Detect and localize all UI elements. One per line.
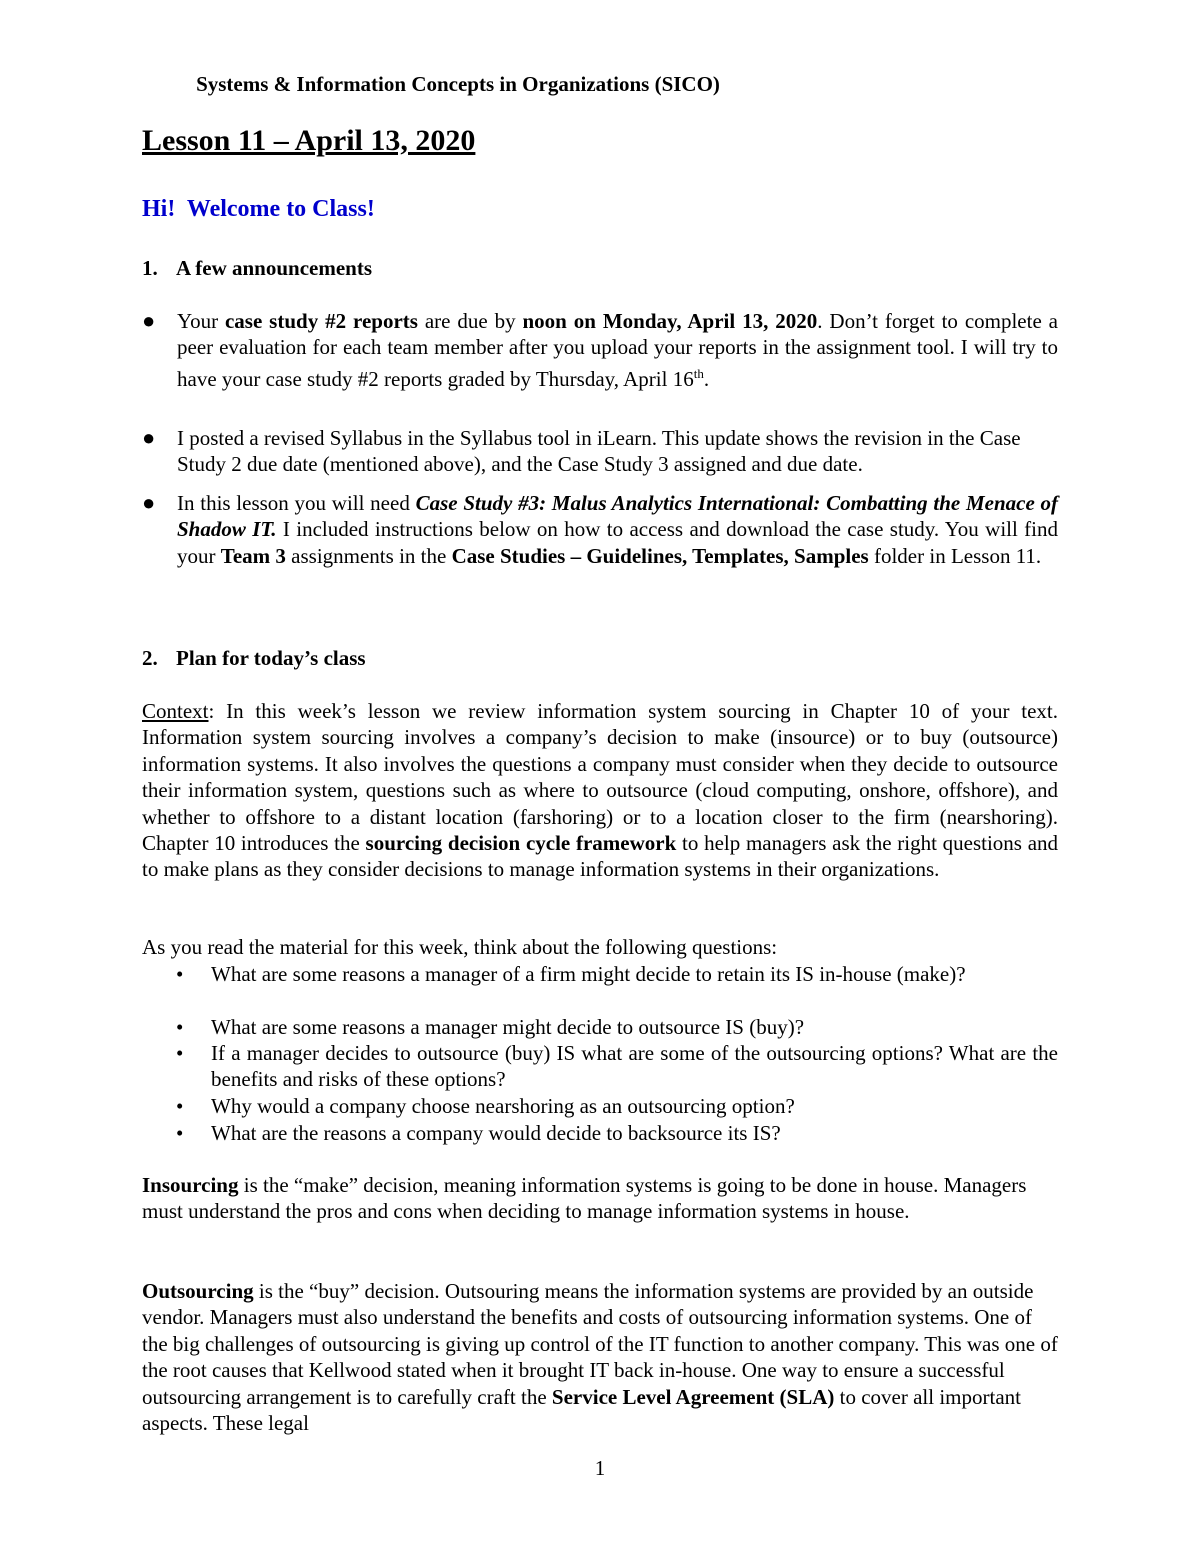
bullet-icon: • xyxy=(176,962,184,986)
outsourcing-paragraph: Outsourcing is the “buy” decision. Outsouring means the information systems are provided by an outside vendor. Managers must also understand the benefits and costs of outsourcing information systems. One of the big challenges of outsourcing is giving up control of the IT function to another company. This was one of the root causes that Kellwood stated when it brought IT back in-house. One way to ensure a successful outsourcing arrangement is to carefully craft the Service Level Agreement (SLA) to cover all important aspects. These legal xyxy=(142,1279,1058,1436)
insourcing-paragraph: Insourcing is the “make” decision, meaning information systems is going to be done in house. Managers must understand the pros and cons when deciding to manage information systems in house. xyxy=(142,1173,1027,1224)
bullet-icon: • xyxy=(176,1015,184,1039)
section-number: 2. xyxy=(142,646,158,670)
announcement-bullet-3 xyxy=(142,490,1058,569)
bullet-text: Your case study #2 reports are due by noon on Monday, April 13, 2020. Don’t forget to complete a peer evaluation for each team member after you upload your reports in the assignment tool. I will try to have your case study #2 reports graded by Thursday, April 16th. xyxy=(177,309,1059,391)
bullet-icon: • xyxy=(176,1041,184,1065)
section-heading-plan xyxy=(142,646,366,671)
section-number: 1. xyxy=(142,256,158,280)
page-number: 1 xyxy=(594,1456,606,1480)
bullet-icon: • xyxy=(176,1121,184,1145)
bullet-text: In this lesson you will need Case Study #3: Malus Analytics International: Combatting the Menace of Shadow IT. I included instructions below on how to access and download the case study. You will find your Team 3 assignments in the Case Studies – Guidelines, Templates, Samples folder in Lesson 11. xyxy=(177,491,1059,568)
section-title: A few announcements xyxy=(176,256,373,280)
questions-intro: As you read the material for this week, think about the following questions: xyxy=(142,935,778,959)
question-item: • Why would a company choose nearshoring as an outsourcing option? xyxy=(176,1094,795,1118)
section-heading-announcements xyxy=(142,256,372,281)
question-item: • What are some reasons a manager might decide to outsource IS (buy)? xyxy=(176,1015,805,1039)
announcement-bullet-2 xyxy=(142,425,1058,478)
question-item: • What are some reasons a manager of a firm might decide to retain its IS in-house (make)? xyxy=(176,962,966,986)
bullet-icon: ● xyxy=(142,490,156,515)
context-paragraph: Context: In this week’s lesson we review information system sourcing in Chapter 10 of your text. Information system sourcing involves a company’s decision to make (insource) or to buy (outsource) information systems. It also involves the questions a company must consider when they decide to outsource their information system, questions such as where to outsource (cloud computing, onshore, offshore), and whether to offshore to a distant location (farshoring) or to a location closer to the firm (nearshoring). Chapter 10 introduces the sourcing decision cycle framework to help managers ask the right questions and to make plans as they consider decisions to manage information systems in their organizations. xyxy=(142,699,1059,882)
welcome-heading: Hi! Welcome to Class! xyxy=(142,196,375,222)
section-title: Plan for today’s class xyxy=(176,646,366,670)
question-item: • What are the reasons a company would decide to backsource its IS? xyxy=(176,1121,781,1145)
bullet-icon: • xyxy=(176,1094,184,1118)
bullet-text: I posted a revised Syllabus in the Syllabus tool in iLearn. This update shows the revision in the Case Study 2 due date (mentioned above), and the Case Study 3 assigned and due date. xyxy=(177,426,1021,477)
document-header: Systems & Information Concepts in Organizations (SICO) xyxy=(196,72,720,96)
announcement-bullet-1 xyxy=(142,308,1058,392)
question-item: • If a manager decides to outsource (buy) IS what are some of the outsourcing options? What are the benefits and risks of these options? xyxy=(176,1041,1058,1092)
bullet-icon: ● xyxy=(142,425,156,450)
lesson-title: Lesson 11 – April 13, 2020 xyxy=(142,124,476,157)
bullet-icon: ● xyxy=(142,308,156,333)
